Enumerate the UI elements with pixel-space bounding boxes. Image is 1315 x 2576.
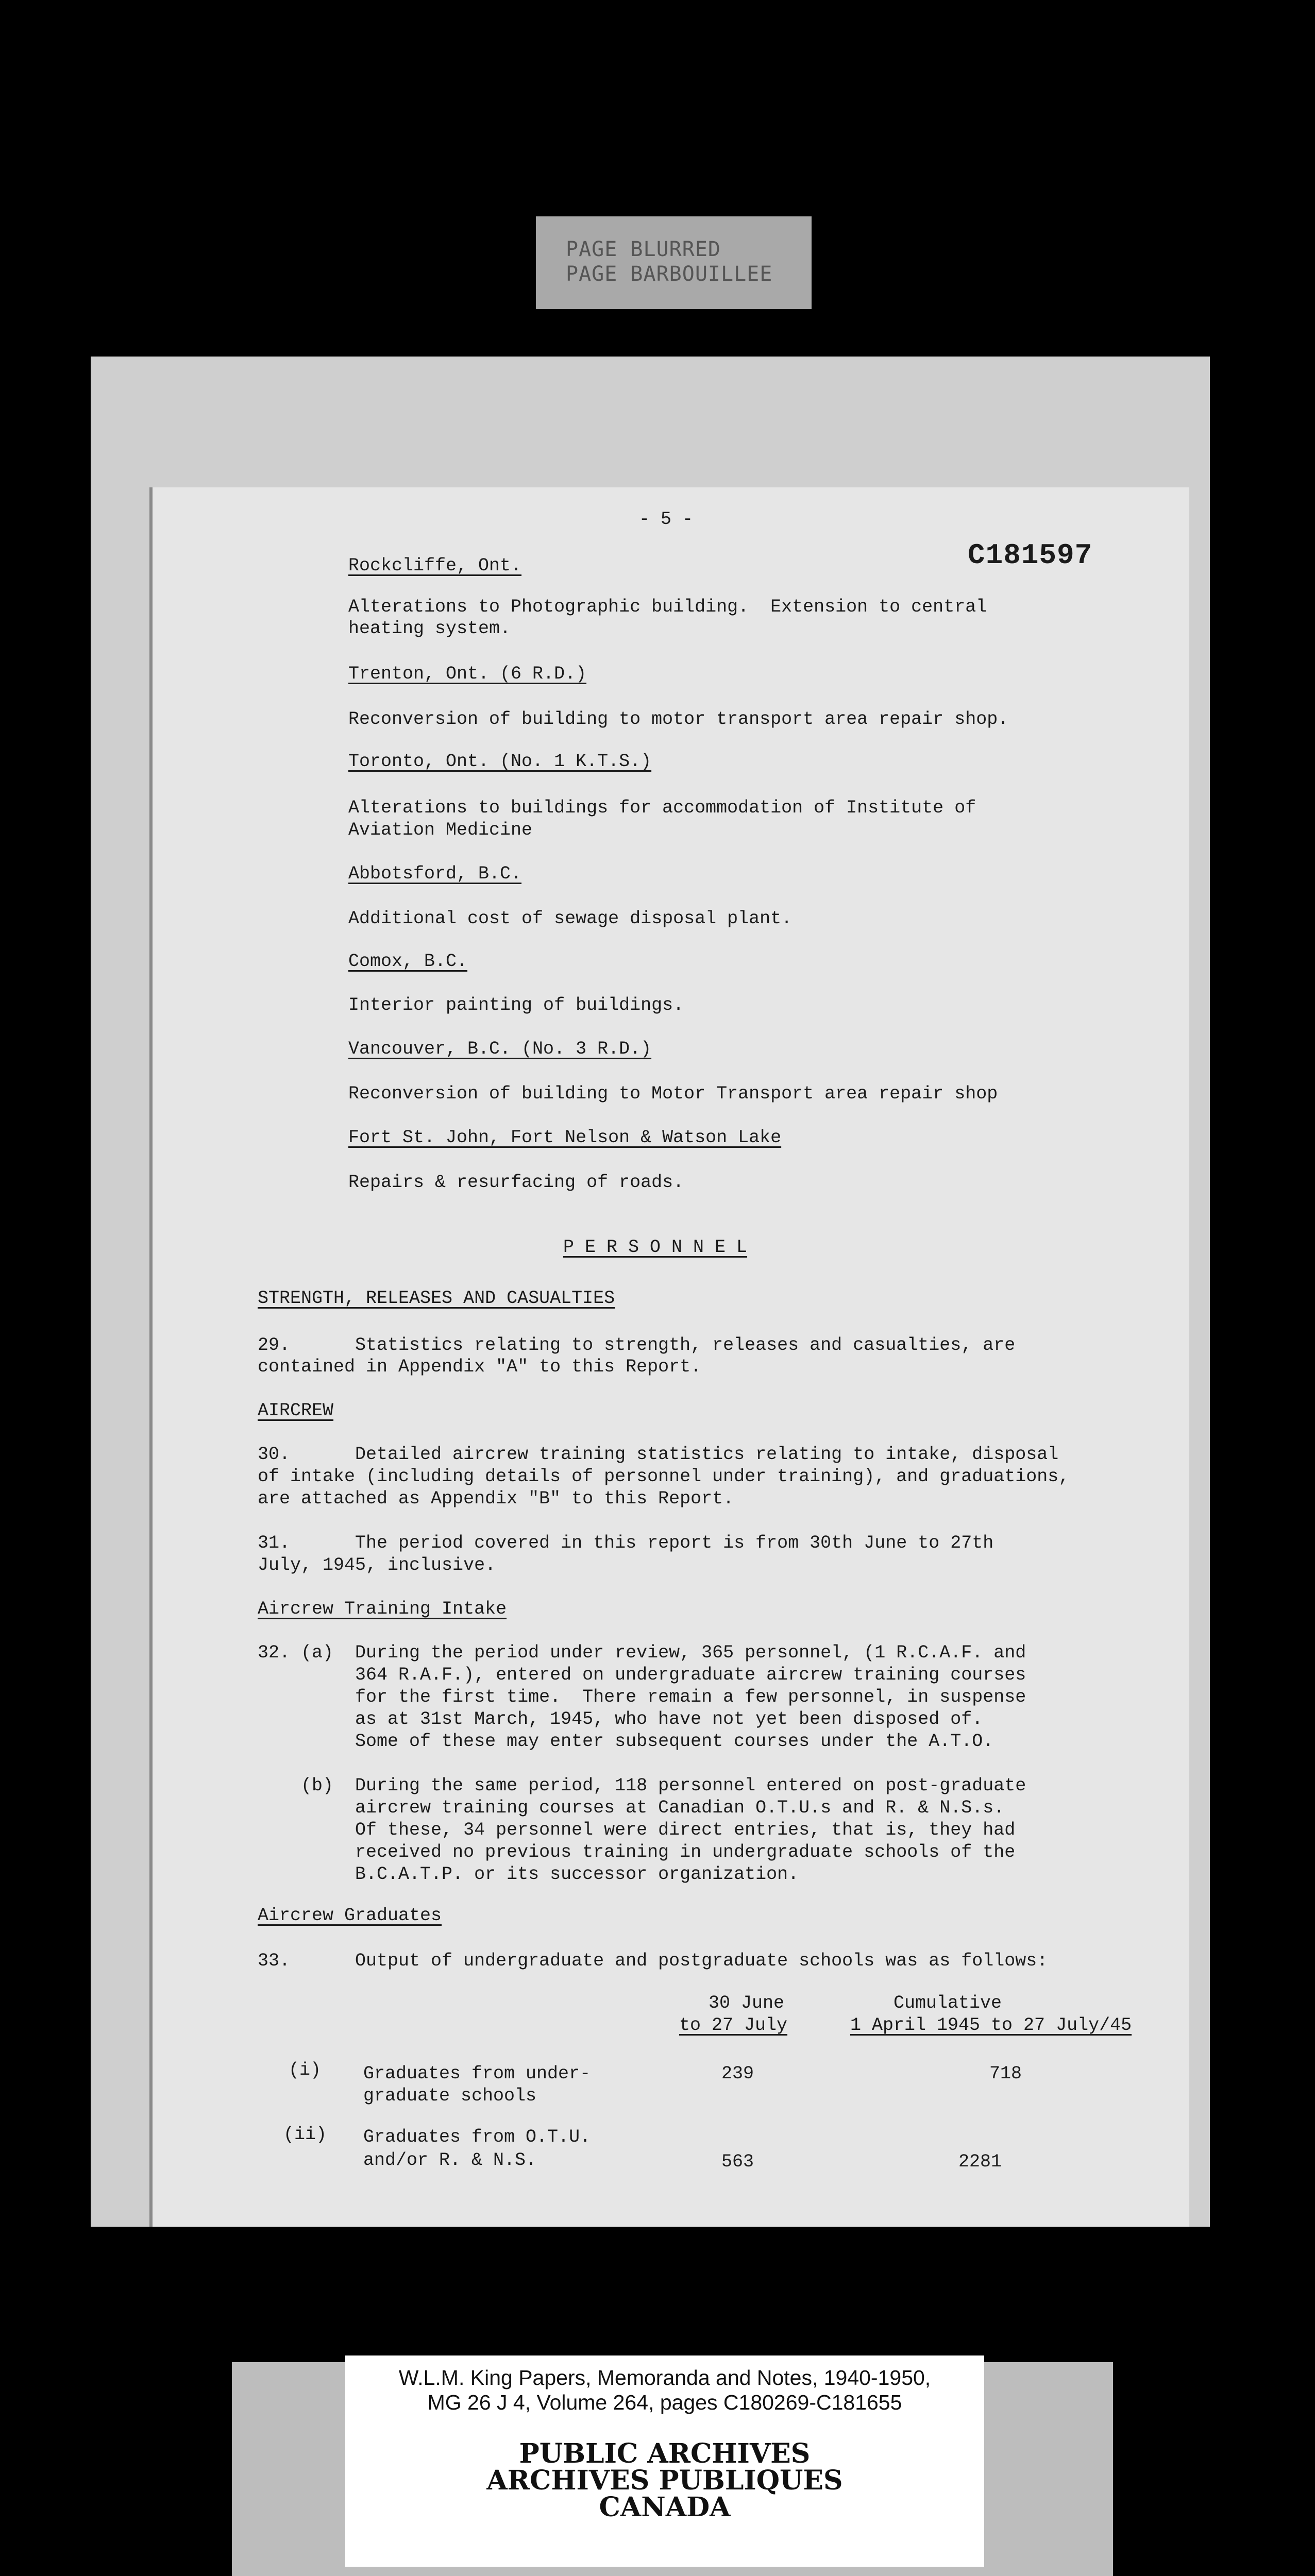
location-desc-line: Reconversion of building to Motor Transport area repair shop (348, 1083, 998, 1104)
table-row-number: (ii) (283, 2124, 327, 2145)
section-title-personnel: P E R S O N N E L (563, 1237, 748, 1258)
paragraph-30-line: are attached as Appendix "B" to this Report. (258, 1488, 734, 1509)
paragraph-32a-line: 364 R.A.F.), entered on undergraduate aircrew training courses (258, 1665, 1026, 1685)
table-col2-header-line: 1 April 1945 to 27 July/45 (850, 2015, 1132, 2036)
location-desc-line: Additional cost of sewage disposal plant. (348, 908, 793, 929)
page-blurred-label (536, 216, 812, 309)
table-cell-value: 2281 (958, 2151, 1002, 2172)
table-row-label-line: and/or R. & N.S. (363, 2150, 537, 2171)
archive-reference-line: MG 26 J 4, Volume 264, pages C180269-C181655 (427, 2391, 902, 2414)
table-col1-header-line: 30 June (709, 1993, 785, 2013)
location-heading-trenton: Trenton, Ont. (6 R.D.) (348, 664, 587, 684)
page-number: - 5 - (639, 509, 694, 530)
location-desc-line: heating system. (348, 618, 511, 639)
subheading-training-intake: Aircrew Training Intake (258, 1599, 507, 1619)
page-barbouillee-text: PAGE BARBOUILLEE (566, 262, 773, 286)
paragraph-30-line: of intake (including details of personnel under training), and graduations, (258, 1466, 1070, 1487)
location-heading-toronto: Toronto, Ont. (No. 1 K.T.S.) (348, 751, 652, 772)
location-heading-abbotsford: Abbotsford, B.C. (348, 863, 522, 884)
archive-reference-line: W.L.M. King Papers, Memoranda and Notes, 1940-1950, (398, 2366, 931, 2389)
paragraph-32b-line: received no previous training in undergraduate schools of the (258, 1842, 1016, 1862)
paragraph-32a-line: Some of these may enter subsequent courses under the A.T.O. (258, 1731, 994, 1752)
location-desc-line: Repairs & resurfacing of roads. (348, 1172, 684, 1193)
subheading-strength: STRENGTH, RELEASES AND CASUALTIES (258, 1288, 615, 1309)
location-heading-rockcliffe: Rockcliffe, Ont. (348, 555, 522, 576)
paragraph-32a-line: as at 31st March, 1945, who have not yet been disposed of. (258, 1709, 983, 1730)
paragraph-30-line: 30. Detailed aircrew training statistics relating to intake, disposal (258, 1444, 1059, 1465)
paragraph-31-line: July, 1945, inclusive. (258, 1555, 496, 1575)
paragraph-32b-line: B.C.A.T.P. or its successor organization. (258, 1864, 799, 1885)
page-blurred-text: PAGE BLURRED (566, 238, 721, 261)
table-cell-value: 239 (721, 2063, 754, 2084)
table-col2-header-line: Cumulative (893, 1993, 1002, 2013)
table-row-label-line: graduate schools (363, 2086, 537, 2106)
archives-name-line: PUBLIC ARCHIVES (519, 2438, 811, 2469)
table-col1-header-line: to 27 July (679, 2015, 788, 2036)
archives-name-line: CANADA (599, 2492, 731, 2523)
paragraph-32b-line: Of these, 34 personnel were direct entries, that is, they had (258, 1820, 1016, 1840)
location-desc-line: Interior painting of buildings. (348, 995, 684, 1015)
subheading-aircrew-graduates: Aircrew Graduates (258, 1905, 442, 1926)
location-desc-line: Aviation Medicine (348, 820, 533, 840)
location-heading-vancouver: Vancouver, B.C. (No. 3 R.D.) (348, 1039, 652, 1059)
table-cell-value: 563 (721, 2151, 754, 2172)
paragraph-32a-line: 32. (a) During the period under review, 365 personnel, (1 R.C.A.F. and (258, 1642, 1026, 1663)
location-heading-comox: Comox, B.C. (348, 951, 468, 972)
table-row-label-line: Graduates from O.T.U. (363, 2127, 591, 2147)
paragraph-29-line: contained in Appendix "A" to this Report. (258, 1357, 702, 1377)
paragraph-32b-line: (b) During the same period, 118 personnel entered on post-graduate (258, 1775, 1026, 1796)
location-desc-line: Alterations to buildings for accommodation of Institute of (348, 798, 976, 818)
table-row-number: (i) (289, 2060, 322, 2080)
table-row-label-line: Graduates from under- (363, 2063, 591, 2084)
paragraph-31-line: 31. The period covered in this report is from 30th June to 27th (258, 1533, 994, 1553)
paragraph-32a-line: for the first time. There remain a few personnel, in suspense (258, 1687, 1026, 1707)
paragraph-32b-line: aircrew training courses at Canadian O.T.U.s and R. & N.S.s. (258, 1798, 1005, 1818)
archives-name-line: ARCHIVES PUBLIQUES (486, 2465, 843, 2496)
location-desc-line: Alterations to Photographic building. Extension to central (348, 597, 987, 617)
location-heading-fort-st-john: Fort St. John, Fort Nelson & Watson Lake (348, 1127, 782, 1148)
location-desc-line: Reconversion of building to motor transport area repair shop. (348, 709, 1009, 730)
paragraph-33: 33. Output of undergraduate and postgraduate schools was as follows: (258, 1951, 1048, 1971)
table-cell-value: 718 (989, 2063, 1022, 2084)
paragraph-29-line: 29. Statistics relating to strength, releases and casualties, are (258, 1335, 1016, 1355)
document-stamp-number: C181597 (968, 539, 1093, 572)
subheading-aircrew: AIRCREW (258, 1400, 334, 1421)
